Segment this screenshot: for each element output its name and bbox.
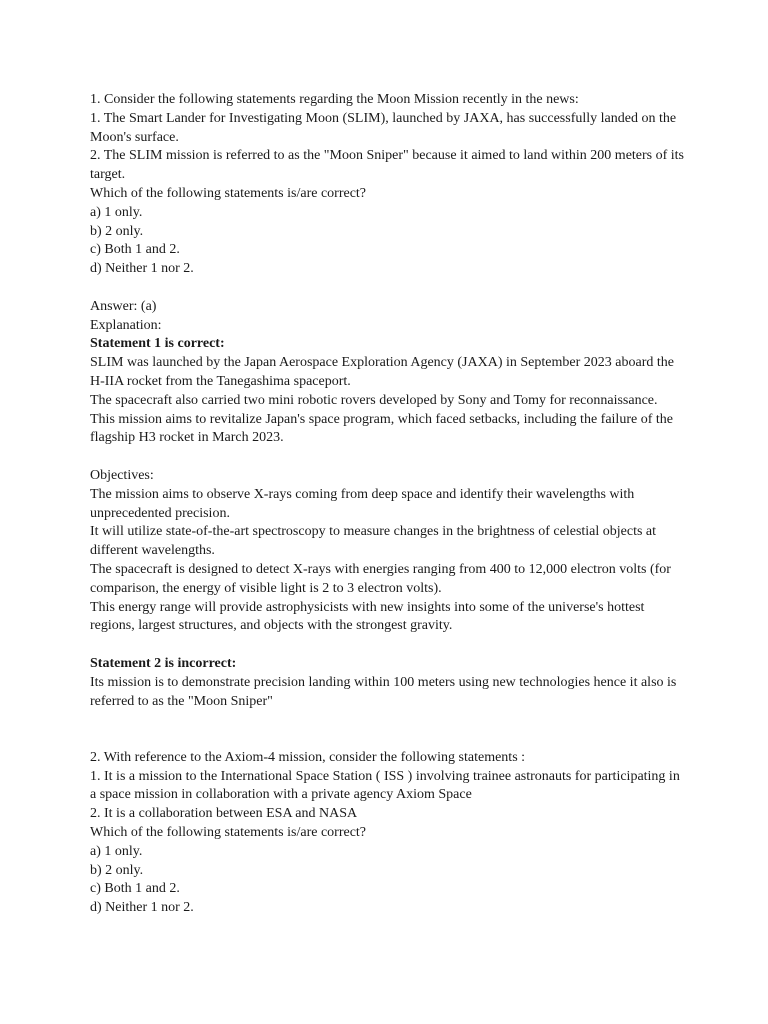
statement-1-paragraph: SLIM was launched by the Japan Aerospace Exploration Agency (JAXA) in September 2023 aboard the H-IIA rocket from the Tanegashima spaceport. — [90, 355, 674, 389]
statement-1-paragraph: The spacecraft also carried two mini robotic rovers developed by Sony and Tomy for reconnaissance. — [90, 392, 658, 408]
statement-2-text: Its mission is to demonstrate precision landing within 100 meters using new technologies hence it also is referred to as the "Moon Sniper" — [90, 674, 677, 709]
statement-2-heading: Statement 2 is incorrect: — [90, 655, 237, 671]
question-2-option-b: b) 2 only. — [90, 862, 144, 878]
question-1 — [90, 91, 686, 279]
answer-text: Answer: (a) — [90, 298, 157, 314]
statement-1-paragraph: This mission aims to revitalize Japan's space program, which faced setbacks, including the failure of the flagship H3 rocket in March 2023. — [90, 411, 673, 446]
question-1-statement-2: 2. The SLIM mission is referred to as the "Moon Sniper" because it aimed to land within 200 meters of its target. — [90, 148, 685, 183]
question-2-option-d: d) Neither 1 nor 2. — [90, 900, 194, 916]
question-2-prompt: Which of the following statements is/are correct? — [90, 825, 367, 841]
objective-paragraph: The mission aims to observe X-rays coming from deep space and identify their wavelengths with unprecedented precision. — [90, 486, 635, 521]
objective-paragraph: The spacecraft is designed to detect X-rays with energies ranging from 400 to 12,000 electron volts (for comparison, the energy of visible light is 2 to 3 electron volts). — [90, 561, 671, 596]
answer-section — [90, 298, 686, 448]
objectives-section — [90, 467, 686, 636]
spacer — [90, 636, 686, 655]
statement-2-section — [90, 655, 686, 711]
question-1-option-c: c) Both 1 and 2. — [90, 242, 180, 258]
document-page — [90, 91, 686, 918]
question-1-statement-1: 1. The Smart Lander for Investigating Moon (SLIM), launched by JAXA, has successfully landed on the Moon's surface. — [90, 110, 677, 145]
objective-paragraph: This energy range will provide astrophysicists with new insights into some of the universe's hottest regions, largest structures, and objects with the strongest gravity. — [90, 599, 645, 634]
spacer — [90, 711, 686, 749]
question-2-statement-1: 1. It is a mission to the International Space Station ( ISS ) involving trainee astronauts for participating in a space mission in collaboration with a private agency Axiom Space — [90, 768, 680, 803]
objective-paragraph: It will utilize state-of-the-art spectroscopy to measure changes in the brightness of celestial objects at different wavelengths. — [90, 524, 657, 559]
question-1-prompt: Which of the following statements is/are correct? — [90, 185, 367, 201]
question-1-text: 1. Consider the following statements regarding the Moon Mission recently in the news: — [90, 92, 579, 107]
objectives-label: Objectives: — [90, 467, 154, 483]
question-2 — [90, 749, 686, 918]
question-1-option-d: d) Neither 1 nor 2. — [90, 261, 194, 277]
question-1-option-b: b) 2 only. — [90, 223, 144, 239]
explanation-label: Explanation: — [90, 317, 162, 333]
question-2-option-c: c) Both 1 and 2. — [90, 881, 180, 897]
question-2-statement-2: 2. It is a collaboration between ESA and NASA — [90, 806, 358, 822]
statement-1-heading: Statement 1 is correct: — [90, 336, 225, 352]
spacer — [90, 279, 686, 298]
question-2-option-a: a) 1 only. — [90, 843, 143, 859]
spacer — [90, 448, 686, 467]
question-1-option-a: a) 1 only. — [90, 204, 143, 220]
question-2-text: 2. With reference to the Axiom-4 mission, consider the following statements : — [90, 749, 526, 765]
